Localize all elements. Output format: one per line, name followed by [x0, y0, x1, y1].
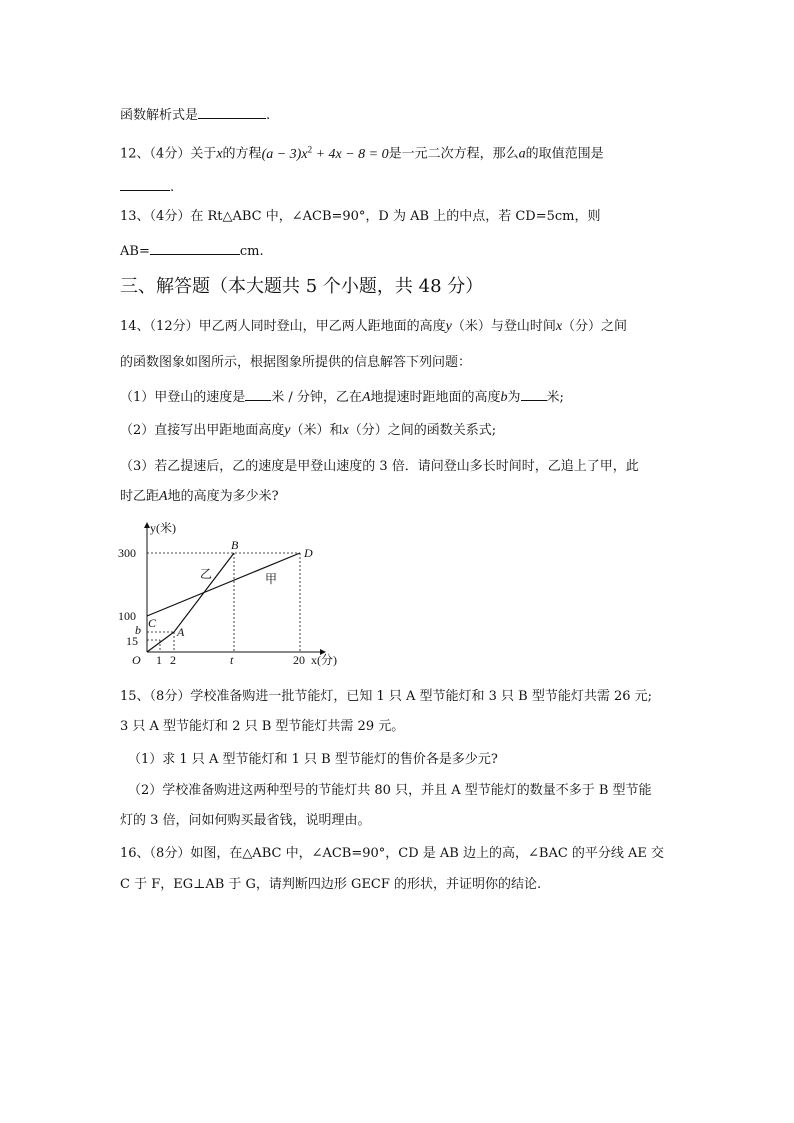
q12-var-a: a: [518, 146, 526, 162]
q12-equation: [261, 144, 389, 162]
q13-answer-line: [120, 240, 264, 261]
q15-part2-line1: （2）学校准备购进这两种型号的节能灯共 80 只，并且 A 型节能灯的数量不多于 B 型节能: [128, 783, 652, 798]
q13-unit: cm.: [239, 244, 264, 259]
q13-answer-blank[interactable]: [150, 240, 240, 255]
q14-var-A: A: [361, 390, 371, 405]
q11-answer-blank[interactable]: [198, 104, 266, 119]
q12-eq-part2: + 4x − 8 = 0: [312, 146, 389, 162]
q12-answer-line: [120, 176, 174, 197]
q14-p2-c: （分）之间的函数关系式;: [348, 423, 497, 438]
x-axis-label: x(分): [311, 653, 337, 667]
q15-part1: （1）求 1 只 A 型节能灯和 1 只 B 型节能灯的售价各是多少元?: [128, 752, 498, 767]
q14-part2: [120, 422, 496, 440]
q14-line2: 的函数图象如图所示，根据图象所提供的信息解答下列问题：: [120, 355, 472, 370]
q11-period: .: [266, 108, 271, 123]
point-A-label: A: [177, 625, 185, 639]
q12-var-x: x: [216, 146, 223, 162]
q14-part3-line2: [120, 488, 279, 506]
q11-text: 函数解析式是: [120, 108, 199, 123]
q14-p1-a: （1）甲登山的速度是: [120, 390, 246, 405]
q14-p2-var-y: y: [284, 423, 291, 438]
origin-label: O: [132, 653, 141, 667]
q14-line1-b: （米）与登山时间: [451, 319, 556, 334]
q11-line: [120, 104, 270, 125]
q14-var-y: y: [445, 319, 452, 334]
q14-part3-line1: （3）若乙提速后，乙的速度是甲登山速度的 3 倍．请问登山多长时间时，乙追上了甲，此: [120, 459, 639, 474]
q14-line1: [120, 318, 627, 336]
q12-prefix: 12、（4分）关于: [120, 146, 217, 162]
q14-graph: [110, 512, 360, 672]
section3-title: 三、解答题（本大题共 5 个小题，共 48 分）: [120, 276, 484, 297]
q14-p2-var-x: x: [342, 423, 349, 438]
q14-var-b: b: [500, 390, 508, 405]
q12-eq-part1: (a − 3)x: [261, 146, 308, 162]
q12-eq-word: 的方程: [222, 146, 262, 162]
q14-p3-var-A: A: [159, 489, 168, 504]
point-B-label: B: [231, 538, 239, 552]
q14-p1-c: 地提速时距地面的高度: [370, 390, 501, 405]
q12-suffix: 是一元二次方程，那么: [388, 146, 519, 162]
y-tick-b: b: [135, 623, 141, 637]
x-tick-2: 2: [170, 653, 176, 667]
point-D-label: D: [304, 546, 313, 560]
q16-line1: 16、（8分）如图，在△ABC 中，∠ACB=90°，CD 是 AB 边上的高，∠BAC 的平分线 AE 交: [120, 846, 665, 861]
series-yi-line: [147, 553, 234, 652]
q15-part2-line2: 灯的 3 倍，问如何购买最省钱，说明理由。: [120, 813, 371, 828]
q16-line2: C 于 F，EG⊥AB 于 G，请判断四边形 GECF 的形状，并证明你的结论.: [120, 877, 542, 892]
q12-period: .: [170, 180, 175, 195]
q14-p1-b: 米 / 分钟，乙在: [271, 390, 362, 405]
q13-ab-prefix: AB=: [120, 244, 150, 259]
q12-answer-blank[interactable]: [120, 176, 170, 191]
x-tick-1: 1: [156, 653, 162, 667]
q15-line2: 3 只 A 型节能灯和 2 只 B 型节能灯共需 29 元。: [120, 719, 405, 734]
q13-line: [120, 208, 600, 226]
q13-text: 13、（4分）在 Rt△ABC 中，∠ACB=90°，D 为 AB 上的中点，若 CD=5cm，则: [120, 209, 601, 224]
point-C-label: C: [148, 616, 157, 630]
series-jia-line: [147, 553, 300, 616]
q14-var-x: x: [555, 319, 563, 334]
q14-line1-c: （分）之间: [562, 319, 628, 334]
q14-p2-b: （米）和: [290, 423, 343, 438]
y-tick-15: 15: [126, 634, 138, 648]
q14-p1-blank1[interactable]: [245, 386, 271, 401]
q15-line1: 15、（8分）学校准备购进一批节能灯，已知 1 只 A 型节能灯和 3 只 B 型节能灯共需 26 元;: [120, 689, 653, 704]
q14-p1-e: 米;: [546, 390, 564, 405]
q14-p1-d: 为: [507, 390, 521, 405]
q14-part1: [120, 386, 564, 407]
q14-p3-a: 时乙距: [120, 489, 160, 504]
q14-p1-blank2[interactable]: [521, 386, 547, 401]
q14-p2-a: （2）直接写出甲距地面高度: [120, 423, 285, 438]
y-axis-label: y(米): [150, 521, 176, 535]
x-tick-t: t: [230, 653, 234, 667]
series-jia-label: 甲: [265, 572, 278, 586]
series-yi-label: 乙: [200, 567, 213, 581]
y-tick-100: 100: [118, 609, 136, 623]
q12-eq-sup: 2: [307, 144, 313, 154]
x-tick-20: 20: [293, 653, 305, 667]
q12-line: [120, 140, 604, 164]
q14-line1-a: 14、（12分）甲乙两人同时登山，甲乙两人距地面的高度: [120, 319, 446, 334]
y-tick-300: 300: [118, 546, 136, 560]
q12-suffix2: 的取值范围是: [525, 146, 604, 162]
q14-p3-b: 地的高度为多少米?: [167, 489, 279, 504]
